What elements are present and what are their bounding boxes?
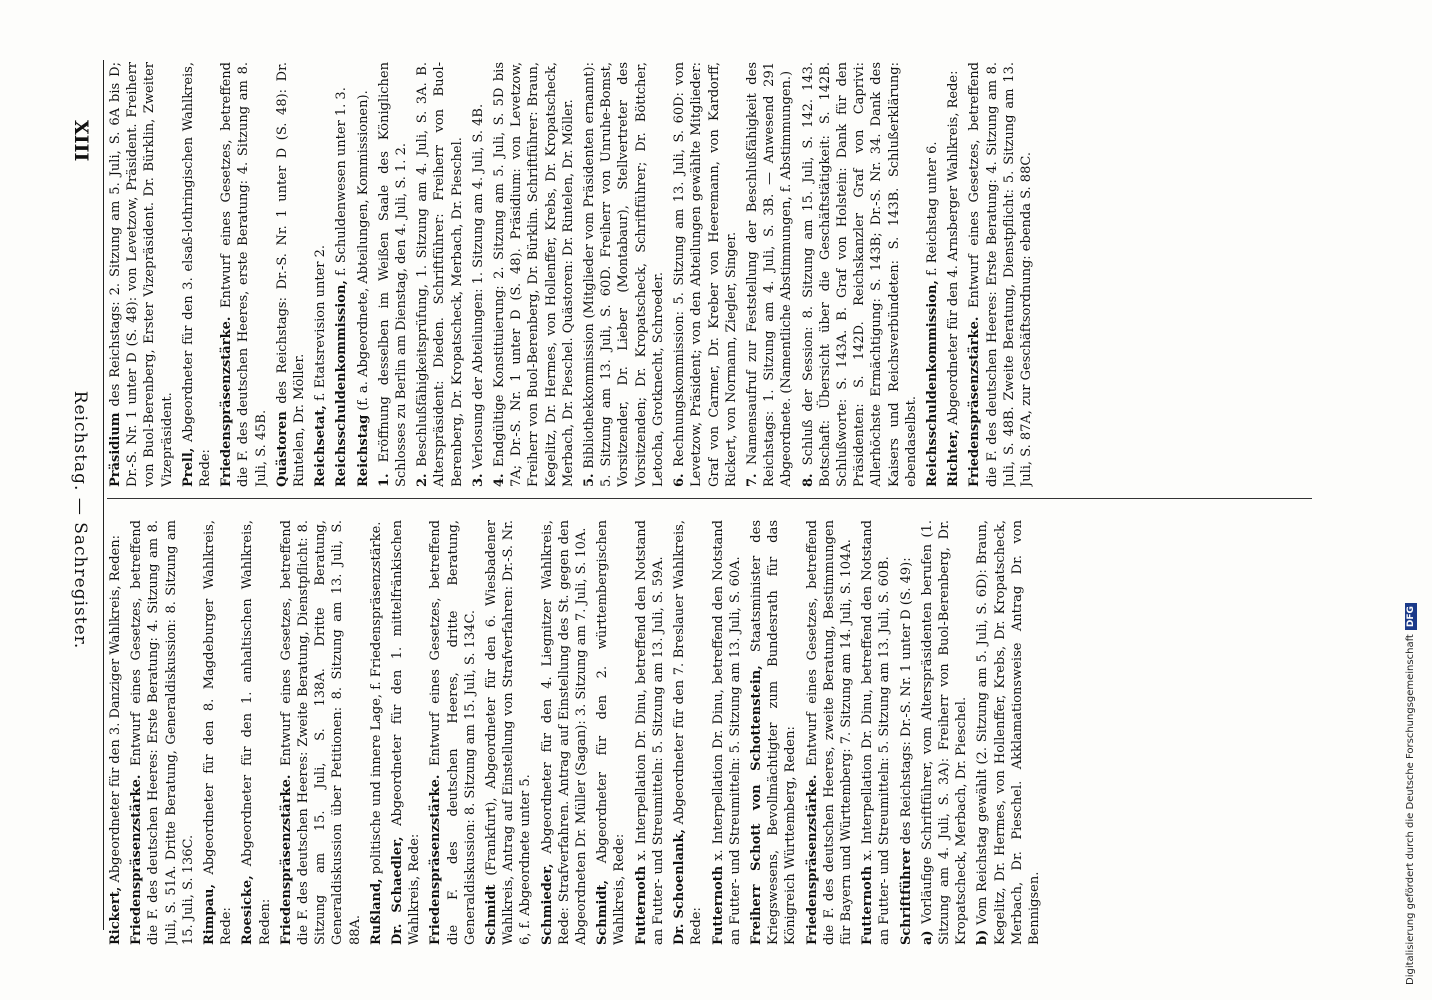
index-entry (218, 62, 270, 487)
entry-heading: Reichsschuldenkommission, (924, 280, 940, 487)
index-entry (633, 520, 667, 945)
entry-text: x. Interpellation Dr. Dinu, betreffend den Notstand an Futter- und Streumitteln: 5. Sitzung am 13. Juli, S. 59A. (633, 520, 666, 945)
entry-text: x. Interpellation Dr. Dinu, betreffend den Notstand an Futter- und Streumitteln: 5. Sitzung am 13. Juli, S. 60B. (860, 520, 893, 945)
entry-text: (f. a. Abgeordnete, Abteilungen, Kommissionen). (355, 90, 371, 411)
entry-heading: Roesicke, (240, 875, 256, 945)
entry-text: Abgeordneter für den 7. Breslauer Wahlkreis, Rede: (672, 520, 705, 945)
entry-heading: 4. (492, 473, 508, 487)
entry-heading: Schmidt (484, 884, 500, 945)
index-entry (898, 520, 915, 945)
index-entry (278, 520, 364, 945)
entry-text: Entwurf eines Gesetzes, betreffend die F. des deutschen Heeres: Erste Beratung: 4. Sitzung am 8. Juli, S. 51A. Dritte Beratung, Generaldiskussion: 8. Sitzung am 15. Juli, S. 136C. (129, 520, 196, 945)
index-entry (201, 520, 235, 945)
left-column (107, 62, 1307, 487)
index-entry (483, 520, 535, 945)
entry-text: Staatsminister des Kriegswesens, Bevollmächtigter zum Bundesrath für das Königreich Württemberg, Reden: (748, 520, 799, 945)
entry-text: Beschlußfähigkeitsprüfung, 1. Sitzung am 4. Juli, S. 3A. B. Alterspräsident: Dieden. Schriftführer: Freiherr von Buol-Berenberg, Dr. Kropatscheck, Merbach, Dr. Pieschel. (415, 62, 465, 487)
entry-heading: Rimpau, (202, 884, 218, 945)
entry-text: Abgeordneter für den 8. Magdeburger Wahlkreis, Rede: (202, 520, 235, 945)
index-entry (710, 520, 744, 945)
column-divider (107, 498, 1312, 499)
entry-text: Vom Reichstag gewählt (2. Sitzung am 5. Juli, S. 6D): Braun, Kegelitz, Dr. Hermes, von Hollenffer, Krebs, Dr. Kropatscheck, Merbach, Dr. Pieschel. Akklamationsweise Antrag Dr. von Bennigsen. (975, 520, 1042, 945)
entry-text: Vorläufige Schriftführer, vom Alterspräsidenten berufen (1. Sitzung am 4. Juli, S. 3A): Freiherr von Buol-Berenberg, Dr. Kropatscheck, Merbach, Dr. Pieschel. (919, 520, 970, 945)
entry-text: Bibliothekkommission (Mitglieder vom Präsidenten ernannt): 5. Sitzung am 13. Juli, S. 60D. Freiherr von Unruhe-Bomst, Vorsitzender, Dr. Lieber (Montabaur), Stellvertreter des Vorsitzenden; Dr. Kropatscheck, Schriftführer; Dr. Böttcher, Letocha, Grotknecht, Schroeder. (582, 62, 666, 487)
index-entry (376, 62, 410, 487)
index-entry (539, 520, 591, 945)
page-header (62, 120, 92, 920)
entry-text: Entwurf eines Gesetzes, betreffend die F. des deutschen Heeres, dritte Beratung, Generaldiskussion: 8. Sitzung am 15. Juli, S. 134C. (428, 520, 478, 945)
entry-heading: Reichsetat, (313, 405, 329, 487)
index-entry (180, 62, 214, 487)
entry-heading: Freiherr Schott von Schottenstein, (748, 665, 764, 945)
index-entry (924, 62, 941, 487)
entry-text: Entwurf eines Gesetzes, betreffend die F. des deutschen Heeres: Erste Beratung: 4. Sitzung am 8. Juli, S. 48B. Zweite Beratung, Dienstpflicht: 5. Sitzung am 13. Juli, S. 87A, zur Geschäftsordnung: ebenda S. 88C. (967, 62, 1034, 487)
entry-text: Abgeordneter für den 3. Danziger Wahlkreis, Reden: (108, 534, 123, 883)
entry-heading: Friedenspräsenzstärke. (219, 316, 235, 487)
page-number: XIII (70, 120, 92, 162)
digitization-text: Digitalisierung gefördert durch die Deutsche Forschungsgemeinschaft (1405, 634, 1416, 985)
entry-text: Abgeordneter für den 2. württembergischen Wahlkreis, Rede: (595, 520, 628, 945)
entry-heading: Futternoth (860, 865, 876, 945)
dfg-logo: DFG (1405, 603, 1417, 630)
index-entry (859, 520, 893, 945)
index-entry (239, 520, 273, 945)
entry-heading: Reichsschuldenkommission, (334, 280, 350, 487)
entry-heading: 1. (376, 473, 392, 487)
entry-text: Abgeordneter für den 1. anhaltischen Wahlkreis, Reden: (240, 520, 273, 945)
entry-heading: Rickert, (108, 886, 123, 945)
entry-text: des Reichstags: Dr.-S. Nr. 1 unter D (S. 48): Dr. Rintelen, Dr. Möller. (274, 62, 308, 487)
entry-heading: Schriftführer (898, 848, 914, 945)
entry-text: Abgeordneter für den 4. Arnsberger Wahlkreis, Rede: (946, 70, 962, 426)
entry-heading: 5. (582, 473, 598, 487)
entry-heading: Futternoth (633, 865, 649, 945)
index-entry (581, 62, 667, 487)
entry-heading: Friedenspräsenzstärke. (428, 774, 444, 945)
entry-heading: Rußland, (368, 878, 384, 945)
index-entry (919, 520, 971, 945)
entry-text: Eröffnung desselben im Weißen Saale des Königlichen Schlosses zu Berlin am Dienstag, den 4. Juli, S. 1. 2. (376, 62, 410, 487)
right-column (107, 520, 1307, 945)
header-rule (103, 60, 104, 930)
index-entry (128, 520, 197, 945)
entry-text: Verlosung der Abteilungen: 1. Sitzung am 4. Juli, S. 4B. (470, 103, 486, 470)
entry-text: f. Schuldenwesen unter 1. 3. (334, 87, 350, 276)
index-entry (312, 62, 329, 487)
entry-text: des Reichstags: 2. Sitzung am 5. Juli, S. 6A bis D; Dr.-S. Nr. 1 unter D (S. 48): von Levetzow, Präsident. Freiherr von Buol-Berenberg, Erster Vizepräsident. Dr. Bürklin, Zweiter Vizepräsident. (108, 62, 175, 487)
entry-heading: Dr. Schaedler, (390, 836, 406, 945)
digitization-note (1405, 603, 1417, 985)
entry-heading: Friedenspräsenzstärke. (804, 774, 820, 945)
index-entry (107, 62, 176, 487)
index-entry (107, 520, 124, 945)
entry-text: politische und innere Lage, f. Friedenspräsenzstärke. (368, 521, 384, 875)
index-entry (744, 62, 796, 487)
entry-heading: Friedenspräsenzstärke. (278, 774, 294, 945)
index-entry (974, 520, 1043, 945)
entry-text: Namensaufruf zur Feststellung der Beschlußfähigkeit des Reichstags: 1. Sitzung am 4. Juli, S. 3B. — Anwesend 291 Abgeordnete. (Namentliche Abstimmungen, f. Abstimmungen.) (744, 62, 795, 487)
entry-text: Entwurf eines Gesetzes, betreffend die F. des deutschen Heeres, zweite Beratung, Bestimmungen für Bayern und Württemberg: 7. Sitzung am 14. Juli, S. 104A. (804, 520, 854, 945)
index-entry (748, 520, 800, 945)
index-entry (368, 520, 385, 945)
entry-text: Abgeordneter für den 3. elsaß-lothringischen Wahlkreis, Rede: (180, 62, 214, 487)
entry-heading: Reichstag (355, 414, 371, 487)
entry-text: Abgeordneter für den 4. Liegnitzer Wahlkreis, Rede: Strafverfahren. Antrag auf Einstellung des St. gegen den Abgeordneten Dr. Müller (Sagan): 3. Sitzung am 7. Juli, S. 10A. (539, 520, 590, 945)
entry-heading: Friedenspräsenzstärke. (967, 316, 983, 487)
index-entry (470, 62, 487, 487)
entry-heading: Quästoren (274, 411, 290, 487)
entry-text: Entwurf eines Gesetzes, betreffend die F. des deutschen Heeres, erste Beratung: 4. Sitzung am 8. Juli, S. 45B. (219, 62, 269, 487)
entry-heading: 8. (800, 473, 816, 487)
entry-heading: a) (919, 930, 935, 945)
index-entry (945, 62, 962, 487)
entry-text: f. Reichstag unter 6. (924, 141, 940, 276)
index-entry (594, 520, 628, 945)
running-title: Reichstag. — Sachregister. (70, 390, 90, 650)
entry-heading: Präsidium (108, 412, 123, 487)
index-entry (355, 62, 372, 487)
entry-text: (Frankfurt), Abgeordneter für den 6. Wiesbadener Wahlkreis, Antrag auf Einstellung von Strafverfahren: Dr.-S. Nr. 6, f. Abgeordnete unter 5. (484, 520, 534, 945)
entry-heading: 7. (744, 473, 760, 487)
entry-heading: Schmieder, (539, 863, 555, 945)
index-entry (333, 62, 350, 487)
entry-text: des Reichstags: Dr.-S. Nr. 1 unter D (S. 49): (898, 557, 914, 845)
entry-heading: Friedenspräsenzstärke. (129, 774, 145, 945)
entry-heading: b) (975, 929, 991, 945)
entry-heading: 2. (415, 473, 431, 487)
entry-text: Rechnungskommission: 5. Sitzung am 13. Juli, S. 60D: von Levetzow, Präsident; von den Abteilungen gewählte Mitglieder: Graf von Carmer, Dr. Kreber von Heeremann, von Kardorff, Rickert, von Normann, Ziegler, Singer. (672, 62, 739, 487)
index-entry (804, 520, 856, 945)
entry-text: f. Etatsrevision unter 2. (313, 244, 329, 401)
entry-heading: Prell, (180, 447, 196, 487)
entry-heading: 3. (470, 473, 486, 487)
entry-text: Entwurf eines Gesetzes, betreffend die F. des deutschen Heeres: Zweite Beratung, Dienstpflicht: 8. Sitzung am 15. Juli, S. 138A. Dritte Beratung, Generaldiskussion über Petitionen: 8. Sitzung am 13. Juli, S. 88A. (278, 520, 363, 945)
index-entry (671, 520, 705, 945)
index-entry (389, 520, 423, 945)
index-entry (966, 62, 1035, 487)
entry-text: Schluß der Session: 8. Sitzung am 15. Juli, S. 142. 143. Botschaft: Übersicht über die Geschäftstätigkeit: S. 142B. Schlußworte: S. 143A. B. Graf von Holstein: Dank für den Präsidenten: S. 142D. Reichskanzler Graf von Caprivi: Allerhöchste Ermächtigung: S. 143B; Dr.-S. Nr. 34. Dank des Kaisers und Reichsverbündeten: S. 143B. Schlußerklärung: ebendaselbst. (800, 62, 919, 487)
entry-text: Endgültige Konstituierung: 2. Sitzung am 5. Juli, S. 5D bis 7A; Dr.-S. Nr. 1 unter D (S. 48). Präsidium: von Levetzow, Freiherr von Buol-Berenberg, Dr. Bürklin. Schriftführer: Braun, Kegelitz, Dr. Hermes, von Hollenffer, Krebs, Dr. Kropatscheck, Merbach, Dr. Pieschel. Quästoren: Dr. Rintelen, Dr. Möller. (492, 62, 576, 487)
index-entry (414, 62, 466, 487)
index-entry (274, 62, 308, 487)
entry-heading: 6. (672, 473, 688, 487)
index-entry (491, 62, 577, 487)
index-entry (671, 62, 740, 487)
entry-heading: Richter, (946, 429, 962, 487)
entry-heading: Schmidt, (595, 879, 611, 945)
entry-heading: Futternoth (710, 865, 726, 945)
entry-text: x. Interpellation Dr. Dinu, betreffend den Notstand an Futter- und Streumitteln: 5. Sitzung am 13. Juli, S. 60A. (710, 520, 743, 945)
entry-heading: Dr. Schoenlank, (672, 829, 688, 945)
index-entry (800, 62, 920, 487)
index-entry (427, 520, 479, 945)
entry-text: Abgeordneter für den 1. mittelfränkischen Wahlkreis, Rede: (390, 520, 423, 945)
